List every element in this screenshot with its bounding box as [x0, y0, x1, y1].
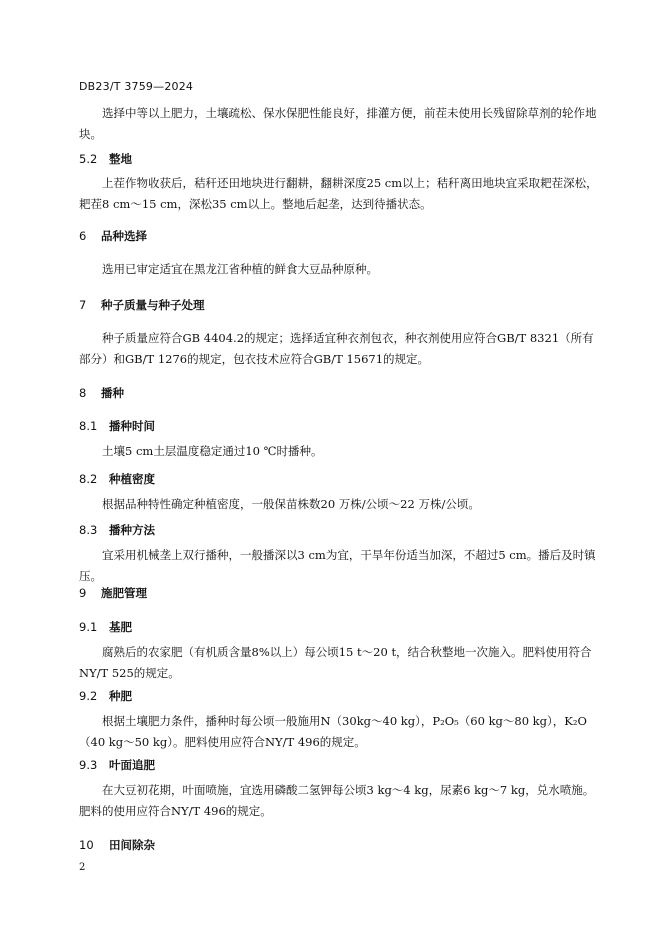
heading-number: 9.3 [79, 758, 98, 772]
paragraph-land-selection: 选择中等以上肥力，土壤疏松、保水保肥性能良好，排灌方便，前茬未使用长残留除草剂的轮作地块。 [79, 106, 597, 141]
heading-number: 10 [79, 838, 94, 852]
heading-9 [79, 585, 147, 601]
heading-title: 施肥管理 [101, 586, 147, 600]
heading-title: 种植密度 [109, 472, 155, 486]
paragraph-8-2: 根据品种特性确定种植密度，一般保苗株数20 万株/公顷～22 万株/公顷。 [102, 497, 480, 511]
heading-5-2 [79, 151, 132, 167]
heading-8-1 [79, 418, 155, 434]
heading-6 [79, 228, 147, 244]
paragraph-9-1: 腐熟后的农家肥（有机质含量8%以上）每公顷15 t～20 t，结合秋整地一次施入。肥料使用符合NY/T 525的规定。 [79, 645, 592, 680]
heading-title: 播种方法 [109, 523, 155, 537]
heading-number: 9.1 [79, 620, 98, 634]
paragraph-9-2: 根据土壤肥力条件，播种时每公顷一般施用N（30kg～40 kg），P₂O₅（60 kg～80 kg），K₂O（40 kg～50 kg）。肥料使用应符合NY/T 496的规定。 [79, 714, 587, 749]
paragraph-8-1: 土壤5 cm土层温度稳定通过10 ℃时播种。 [102, 444, 323, 458]
heading-title: 播种 [101, 386, 124, 400]
heading-8-2 [79, 471, 155, 487]
heading-title: 品种选择 [101, 229, 147, 243]
heading-number: 8.2 [79, 472, 98, 486]
document-id: DB23/T 3759—2024 [79, 80, 194, 93]
paragraph-7: 种子质量应符合GB 4404.2的规定；选择适宜种衣剂包衣，种衣剂使用应符合GB/T 8321（所有部分）和GB/T 1276的规定，包衣技术应符合GB/T 15671的规定。 [79, 331, 594, 366]
heading-title: 种肥 [109, 689, 132, 703]
heading-10 [79, 837, 155, 853]
heading-title: 播种时间 [109, 419, 155, 433]
heading-number: 9.2 [79, 689, 98, 703]
heading-8 [79, 385, 124, 401]
heading-9-2 [79, 688, 132, 704]
heading-7 [79, 297, 205, 313]
heading-number: 7 [79, 298, 87, 312]
paragraph-5-2: 上茬作物收获后，秸秆还田地块进行翻耕，翻耕深度25 cm以上；秸秆离田地块宜采取耙茬深松，耙茬8 cm～15 cm，深松35 cm以上。整地后起垄，达到待播状态。 [79, 176, 598, 211]
heading-number: 5.2 [79, 152, 98, 166]
heading-title: 基肥 [109, 620, 132, 634]
heading-number: 8 [79, 386, 87, 400]
heading-title: 整地 [109, 152, 132, 166]
heading-title: 叶面追肥 [109, 758, 155, 772]
heading-number: 6 [79, 229, 87, 243]
heading-title: 种子质量与种子处理 [101, 298, 205, 312]
paragraph-6: 选用已审定适宜在黑龙江省种植的鲜食大豆品种原种。 [102, 262, 378, 276]
paragraph-9-3: 在大豆初花期，叶面喷施，宜选用磷酸二氢钾每公顷3 kg～4 kg，尿素6 kg～7 kg，兑水喷施。肥料的使用应符合NY/T 496的规定。 [79, 783, 595, 818]
page-number: 2 [79, 862, 86, 873]
heading-9-3 [79, 757, 155, 773]
heading-9-1 [79, 619, 132, 635]
heading-number: 8.3 [79, 523, 98, 537]
heading-8-3 [79, 522, 155, 538]
heading-title: 田间除杂 [109, 838, 155, 852]
heading-number: 9 [79, 586, 87, 600]
heading-number: 8.1 [79, 419, 98, 433]
paragraph-8-3: 宜采用机械垄上双行播种，一般播深以3 cm为宜，干旱年份适当加深，不超过5 cm。播后及时镇压。 [79, 548, 596, 583]
